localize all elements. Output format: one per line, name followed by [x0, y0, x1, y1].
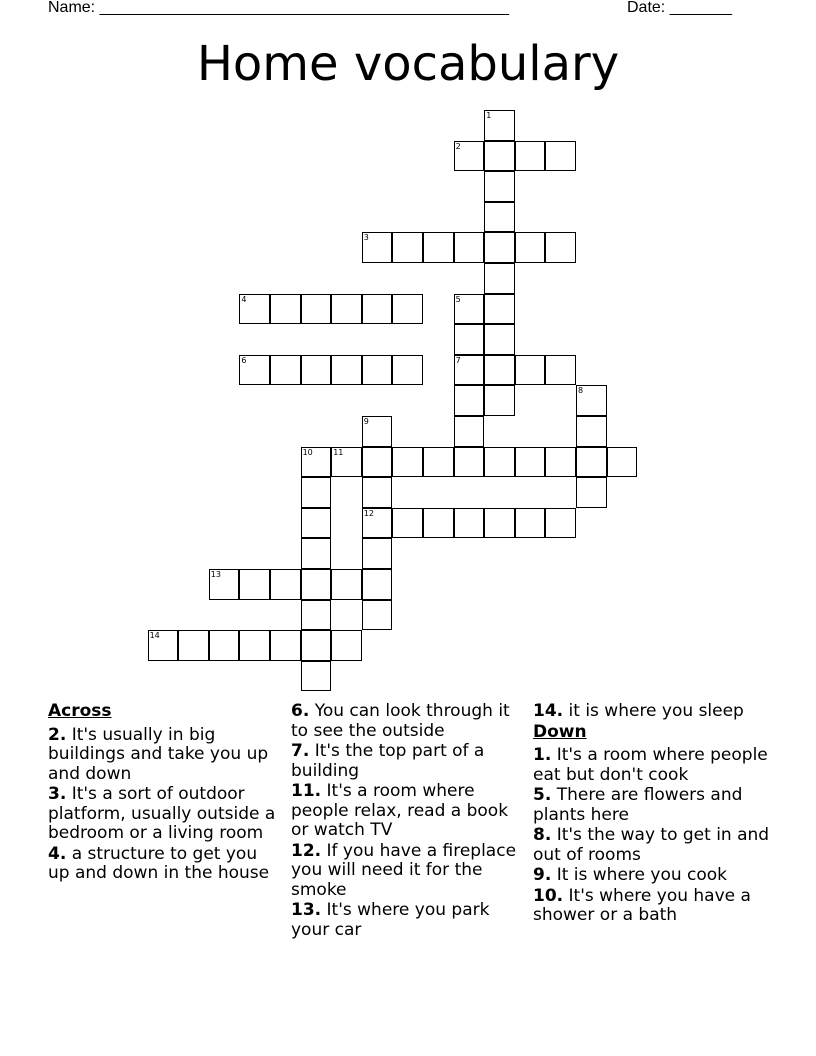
clue-text: If you have a fireplace you will need it for the smoke: [291, 840, 517, 900]
grid-cell[interactable]: [454, 324, 485, 355]
grid-cell[interactable]: [454, 385, 485, 416]
grid-cell[interactable]: [484, 355, 515, 386]
clue-down-1: [533, 746, 773, 785]
clue-number: 1.: [533, 745, 552, 765]
clue-down-10: [533, 887, 773, 926]
grid-cell[interactable]: [454, 416, 485, 447]
name-field: Name: ______________________________________________: [48, 0, 509, 16]
cell-number: 5: [455, 294, 461, 304]
clue-text: It's the top part of a building: [291, 741, 485, 781]
clue-number: 13.: [291, 900, 322, 920]
grid-cell[interactable]: [392, 232, 423, 263]
cell-number: 12: [363, 508, 374, 518]
grid-cell[interactable]: [239, 355, 270, 386]
grid-cell[interactable]: [576, 416, 607, 447]
grid-cell[interactable]: [484, 324, 515, 355]
grid-cell[interactable]: [362, 600, 393, 631]
clue-number: 5.: [533, 785, 552, 805]
grid-cell[interactable]: [515, 141, 546, 172]
grid-cell[interactable]: [515, 355, 546, 386]
clue-text: It's a room where people eat but don't cook: [533, 745, 768, 785]
cell-number: 4: [241, 294, 247, 304]
grid-cell[interactable]: [362, 538, 393, 569]
clue-across-6: [291, 702, 526, 741]
grid-cell[interactable]: [362, 447, 393, 478]
grid-cell[interactable]: [607, 447, 638, 478]
grid-cell[interactable]: [239, 569, 270, 600]
grid-cell[interactable]: [301, 477, 332, 508]
clue-across-11: [291, 782, 526, 841]
cell-number: 1: [486, 111, 492, 120]
grid-cell[interactable]: [331, 569, 362, 600]
clue-down-9: [533, 866, 773, 886]
grid-cell[interactable]: [270, 630, 301, 661]
grid-cell[interactable]: [301, 355, 332, 386]
clue-number: 8.: [533, 825, 552, 845]
grid-cell[interactable]: [301, 447, 332, 478]
across-heading: Across: [48, 701, 112, 721]
grid-cell[interactable]: [392, 447, 423, 478]
clue-down-8: [533, 826, 773, 865]
grid-cell[interactable]: [392, 355, 423, 386]
grid-cell[interactable]: [392, 508, 423, 539]
grid-cell[interactable]: [423, 447, 454, 478]
cell-number: 6: [241, 355, 247, 365]
clue-number: 2.: [48, 724, 67, 745]
grid-cell[interactable]: [484, 385, 515, 416]
grid-cell[interactable]: [515, 508, 546, 539]
grid-cell[interactable]: [362, 416, 393, 447]
grid-cell[interactable]: [484, 202, 515, 233]
grid-cell[interactable]: [362, 477, 393, 508]
clue-across-7: [291, 742, 526, 781]
down-heading: Down: [533, 721, 587, 742]
grid-cell[interactable]: [484, 294, 515, 325]
clue-text: There are flowers and plants here: [533, 785, 743, 825]
grid-cell[interactable]: [301, 508, 332, 539]
clue-across-2: [48, 726, 283, 785]
grid-cell[interactable]: [484, 232, 515, 263]
grid-cell[interactable]: [148, 630, 179, 661]
grid-cell[interactable]: [515, 447, 546, 478]
grid-cell[interactable]: [454, 447, 485, 478]
grid-cell[interactable]: [545, 508, 576, 539]
grid-cell[interactable]: [270, 355, 301, 386]
grid-cell[interactable]: [454, 355, 485, 386]
grid-cell[interactable]: [178, 630, 209, 661]
grid-cell[interactable]: [545, 141, 576, 172]
clue-across-3: [48, 785, 283, 844]
grid-cell[interactable]: [239, 294, 270, 325]
grid-cell[interactable]: [484, 263, 515, 294]
cell-number: 11: [333, 447, 344, 457]
clue-down-5: [533, 786, 773, 825]
cell-number: 7: [455, 355, 461, 365]
grid-cell[interactable]: [301, 538, 332, 569]
clue-across-12: [291, 842, 526, 901]
grid-cell[interactable]: [576, 447, 607, 478]
clue-across-14: [533, 702, 773, 722]
clue-number: 10.: [533, 885, 564, 906]
cell-number: 2: [455, 141, 461, 151]
clues-column-1: [48, 702, 283, 885]
cell-number: 3: [363, 233, 369, 243]
grid-cell[interactable]: [362, 355, 393, 386]
grid-cell[interactable]: [454, 508, 485, 539]
clues-column-3: [533, 702, 773, 927]
clue-number: 12.: [291, 840, 322, 861]
clue-number: 4.: [48, 843, 67, 864]
page-title: Home vocabulary: [196, 36, 620, 92]
grid-cell[interactable]: [484, 141, 515, 172]
clue-text: It's a sort of outdoor platform, usually outside a bedroom or a living room: [48, 784, 276, 843]
grid-cell[interactable]: [362, 232, 393, 263]
grid-cell[interactable]: [576, 477, 607, 508]
clue-number: 3.: [48, 784, 67, 804]
grid-cell[interactable]: [362, 569, 393, 600]
grid-cell[interactable]: [484, 447, 515, 478]
cell-number: 9: [363, 417, 369, 426]
clue-text: It's the way to get in and out of rooms: [533, 825, 770, 865]
grid-cell[interactable]: [454, 232, 485, 263]
grid-cell[interactable]: [239, 630, 270, 661]
grid-cell[interactable]: [484, 508, 515, 539]
clue-number: 11.: [291, 781, 322, 801]
date-field: Date: _______: [627, 0, 732, 16]
clue-text: a structure to get you up and down in the house: [48, 843, 270, 883]
grid-cell[interactable]: [454, 141, 485, 172]
grid-cell[interactable]: [301, 600, 332, 631]
clue-text: It is where you cook: [556, 865, 728, 885]
grid-cell[interactable]: [331, 294, 362, 325]
clue-text: You can look through it to see the outside: [291, 701, 510, 741]
clues-column-2: [291, 702, 526, 941]
clue-across-13: [291, 901, 526, 940]
grid-cell[interactable]: [484, 110, 515, 141]
clue-number: 14.: [533, 701, 564, 721]
grid-cell[interactable]: [301, 294, 332, 325]
clue-number: 6.: [291, 701, 310, 721]
grid-cell[interactable]: [545, 355, 576, 386]
grid-cell[interactable]: [331, 355, 362, 386]
grid-cell[interactable]: [270, 569, 301, 600]
grid-cell[interactable]: [209, 569, 240, 600]
cell-number: 14: [149, 631, 160, 641]
grid-cell[interactable]: [270, 294, 301, 325]
cell-number: 13: [210, 570, 221, 579]
grid-cell[interactable]: [545, 232, 576, 263]
grid-cell[interactable]: [362, 294, 393, 325]
clue-text: it is where you sleep: [568, 701, 744, 721]
grid-cell[interactable]: [454, 294, 485, 325]
grid-cell[interactable]: [484, 171, 515, 202]
grid-cell[interactable]: [515, 232, 546, 263]
clue-text: It's usually in big buildings and take you up and down: [48, 724, 269, 784]
grid-cell[interactable]: [576, 385, 607, 416]
grid-cell[interactable]: [301, 661, 332, 692]
grid-cell[interactable]: [301, 630, 332, 661]
clue-text: It's where you park your car: [291, 900, 490, 940]
clue-across-4: [48, 845, 283, 884]
grid-cell[interactable]: [301, 569, 332, 600]
grid-cell[interactable]: [392, 294, 423, 325]
grid-cell[interactable]: [545, 447, 576, 478]
grid-cell[interactable]: [362, 508, 393, 539]
clue-number: 9.: [533, 865, 552, 885]
grid-cell[interactable]: [423, 508, 454, 539]
cell-number: 10: [302, 447, 313, 457]
grid-cell[interactable]: [209, 630, 240, 661]
grid-cell[interactable]: [423, 232, 454, 263]
clue-text: It's a room where people relax, read a book or watch TV: [291, 781, 509, 840]
clue-number: 7.: [291, 741, 310, 761]
grid-cell[interactable]: [331, 630, 362, 661]
cell-number: 8: [578, 386, 584, 396]
grid-cell[interactable]: [331, 447, 362, 478]
clue-text: It's where you have a shower or a bath: [533, 885, 751, 925]
